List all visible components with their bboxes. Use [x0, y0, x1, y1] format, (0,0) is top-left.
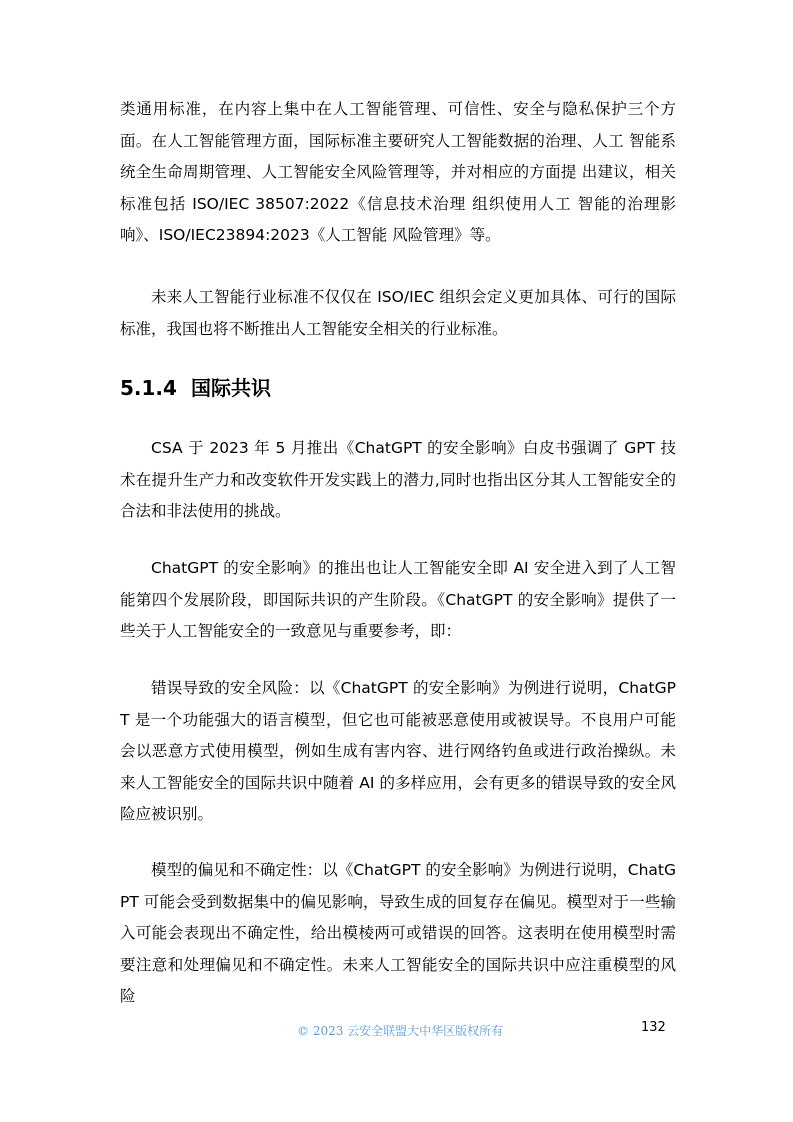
paragraph-text: 模型的偏见和不确定性：以《ChatGPT 的安全影响》为例进行说明，ChatGPT 可能会受到数据集中的偏见影响，导致生成的回复存在偏见。模型对于一些输入可能会表现出不确定性，给出模棱两可或错误的回答。这表明在使用模型时需要注意和处理偏见和不确定性。未来人工智能安全的国际共识中应注重模型的风险 [120, 861, 676, 1005]
page-footer [0, 1020, 793, 1040]
paragraph-future-standards [120, 282, 676, 345]
paragraph-csa-whitepaper [120, 433, 676, 528]
paragraph-standards-overview [120, 94, 676, 252]
section-title: 国际共识 [190, 376, 271, 400]
paragraph-text: 未来人工智能行业标准不仅仅在 ISO/IEC 组织会定义更加具体、可行的国际标准，我国也将不断推出人工智能安全相关的行业标准。 [120, 288, 676, 338]
paragraph-error-risk [120, 673, 676, 831]
paragraph-text: 错误导致的安全风险：以《ChatGPT 的安全影响》为例进行说明，ChatGPT 是一个功能强大的语言模型，但它也可能被恶意使用或被误导。不良用户可能会以恶意方式使用模型，例如生成有害内容、进行网络钓鱼或进行政治操纵。未来人工智能安全的国际共识中随着 AI 的多样应用，会有更多的错误导致的安全风险应被识别。 [120, 679, 676, 823]
paragraph-consensus-stage [120, 553, 676, 648]
footer-copyright: © 2023 云安全联盟大中华区版权所有 [297, 1024, 504, 1038]
page-number: 132 [641, 1020, 666, 1035]
section-number: 5.1.4 [120, 376, 177, 400]
paragraph-model-bias [120, 855, 676, 1013]
paragraph-text: ChatGPT 的安全影响》的推出也让人工智能安全即 AI 安全进入到了人工智能第四个发展阶段，即国际共识的产生阶段。《ChatGPT 的安全影响》提供了一些关于人工智能安全的一致意见与重要参考，即： [120, 559, 676, 640]
section-heading [120, 372, 271, 401]
paragraph-text: 类通用标准，在内容上集中在人工智能管理、可信性、安全与隐私保护三个方面。在人工智能管理方面，国际标准主要研究人工智能数据的治理、人工 智能系统全生命周期管理、人工智能安全风险管理等，并对相应的方面提 出建议，相关标准包括 ISO/IEC 38507:2022《信息技术治理 组织使用人工 智能的治理影响》、ISO/IEC23894:2023《人工智能 风险管理》等。 [120, 100, 676, 244]
paragraph-text: CSA 于 2023 年 5 月推出《ChatGPT 的安全影响》白皮书强调了 GPT 技术在提升生产力和改变软件开发实践上的潜力,同时也指出区分其人工智能安全的合法和非法使用的挑战。 [120, 439, 676, 520]
